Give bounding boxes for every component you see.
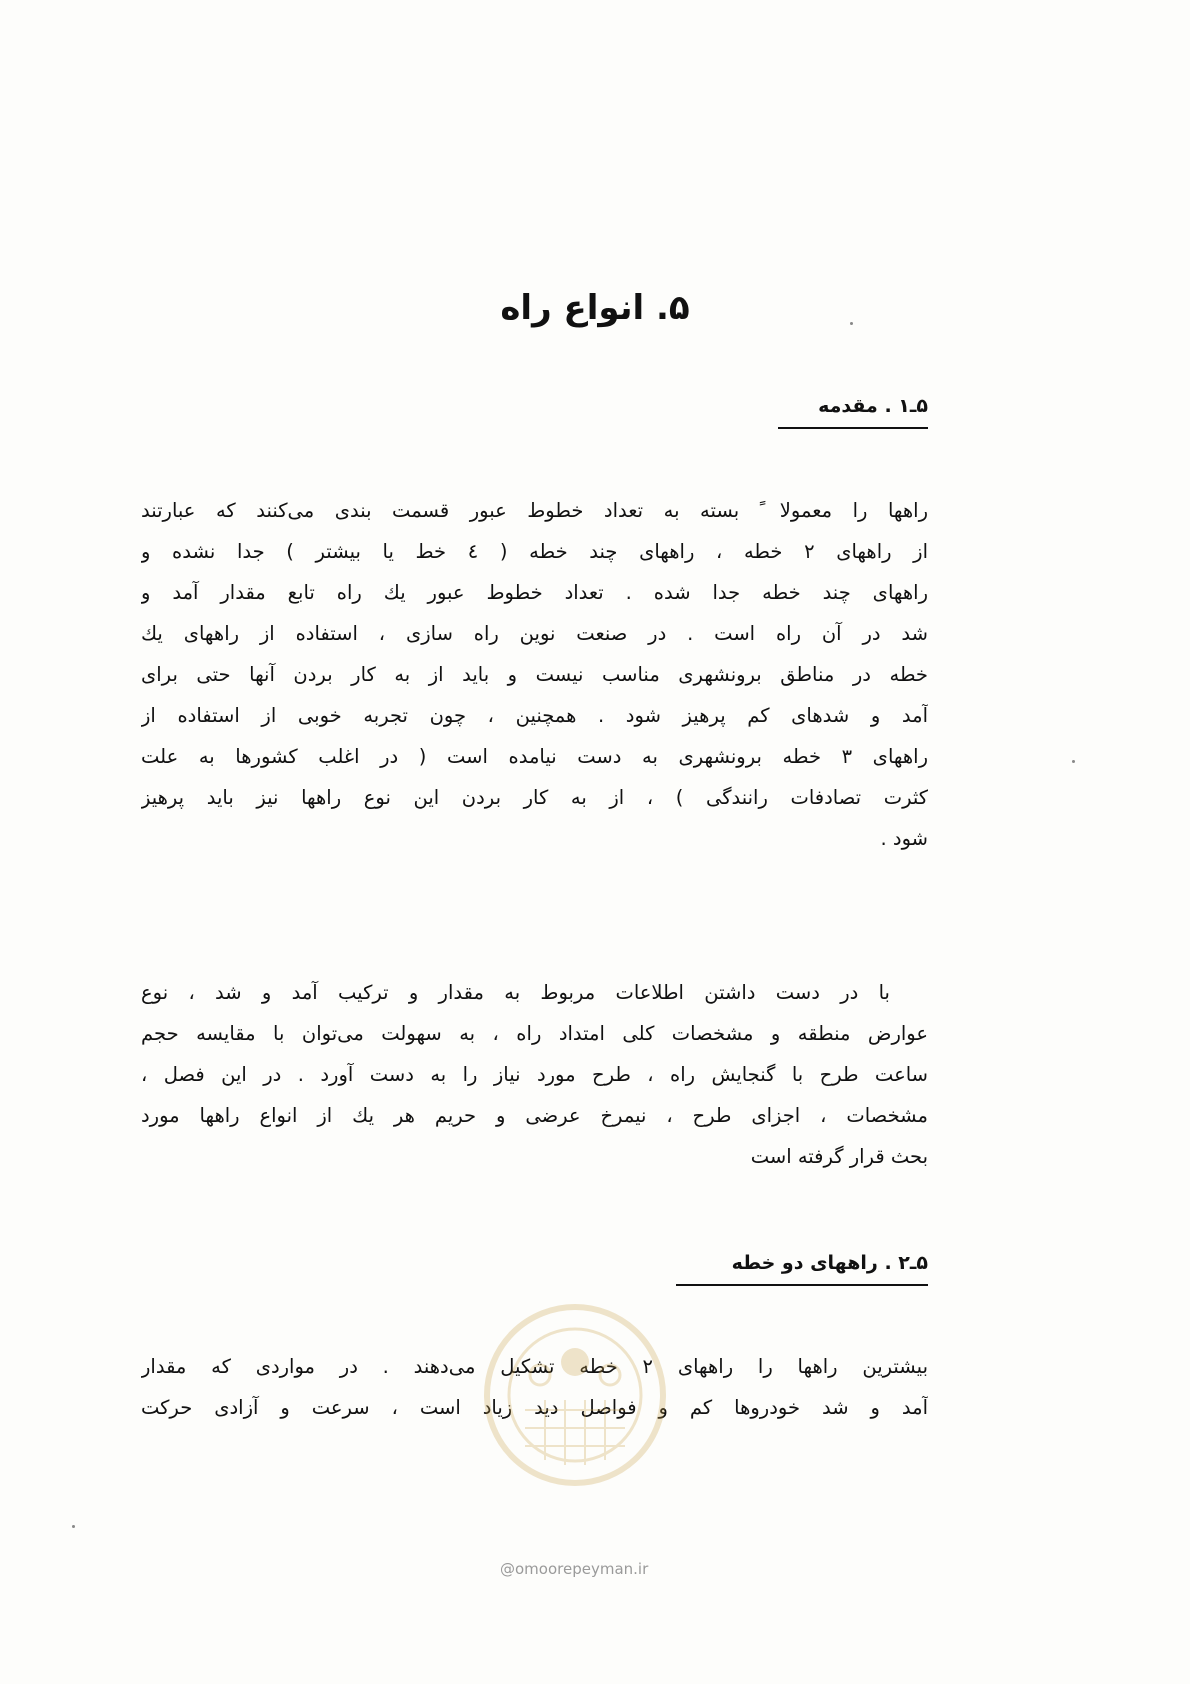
section-heading-introduction: ۵ـ۱ . مقدمه xyxy=(778,395,928,429)
watermark-text: @omoorepeyman.ir xyxy=(500,1560,649,1578)
text-line: خطه در مناطق برونشهری مناسب نیست و باید از به کار بردن آنها حتی برای xyxy=(141,663,928,686)
text-line: آمد و شدهای کم پرهیز شود . همچنین ، چون تجربه خوبی از استفاده از xyxy=(141,704,928,727)
text-line: بحث قرار گرفته است xyxy=(750,1145,928,1168)
chapter-title: ۵. انواع راه xyxy=(500,288,690,328)
section-heading-two-lane-roads: ۵ـ۲ . راههای دو خطه xyxy=(676,1252,928,1286)
text-line: آمد و شد خودروها کم و فواصل دید زیاد است ، سرعت و آزادی حرکت xyxy=(141,1396,928,1419)
text-line: بیشترین راهها را راههای ۲ خطه تشکیل می‌دهند . در مواردی که مقدار xyxy=(141,1355,928,1378)
text-line: از راههای ۲ خطه ، راههای چند خطه ( ٤ خط یا بیشتر ) جدا نشده و xyxy=(141,540,928,563)
text-line: مشخصات ، اجزای طرح ، نیمرخ عرضی و حریم هر یك از انواع راهها مورد xyxy=(141,1104,928,1127)
text-line: ساعت طرح با گنجایش راه ، طرح مورد نیاز را به دست آورد . در این فصل ، xyxy=(141,1063,928,1086)
text-line: راههای چند خطه جدا شده . تعداد خطوط عبور یك راه تابع مقدار آمد و xyxy=(141,581,928,604)
text-line: کثرت تصادفات رانندگی ) ، از به کار بردن این نوع راهها نیز باید پرهیز xyxy=(141,786,928,809)
text-line: عوارض منطقه و مشخصات کلی امتداد راه ، به سهولت می‌توان با مقایسه حجم xyxy=(141,1022,928,1045)
scan-speck xyxy=(850,322,853,325)
watermark-seal-icon xyxy=(480,1300,670,1490)
text-line: راههای ۳ خطه برونشهری به دست نیامده است ( در اغلب کشورها به علت xyxy=(141,745,928,768)
text-line: شد در آن راه است . در صنعت نوین راه سازی ، استفاده از راههای یك xyxy=(141,622,928,645)
scan-speck xyxy=(1072,760,1075,763)
paragraph-introduction-1 xyxy=(141,490,928,859)
paragraph-introduction-2 xyxy=(141,972,928,1177)
text-line: شود . xyxy=(880,827,928,850)
scan-speck xyxy=(72,1525,75,1528)
text-line: با در دست داشتن اطلاعات مربوط به مقدار و ترکیب آمد و شد ، نوع xyxy=(141,981,890,1004)
text-line: راهها را معمولا ً بسته به تعداد خطوط عبور قسمت بندی می‌کنند که عبارتند xyxy=(141,499,928,522)
